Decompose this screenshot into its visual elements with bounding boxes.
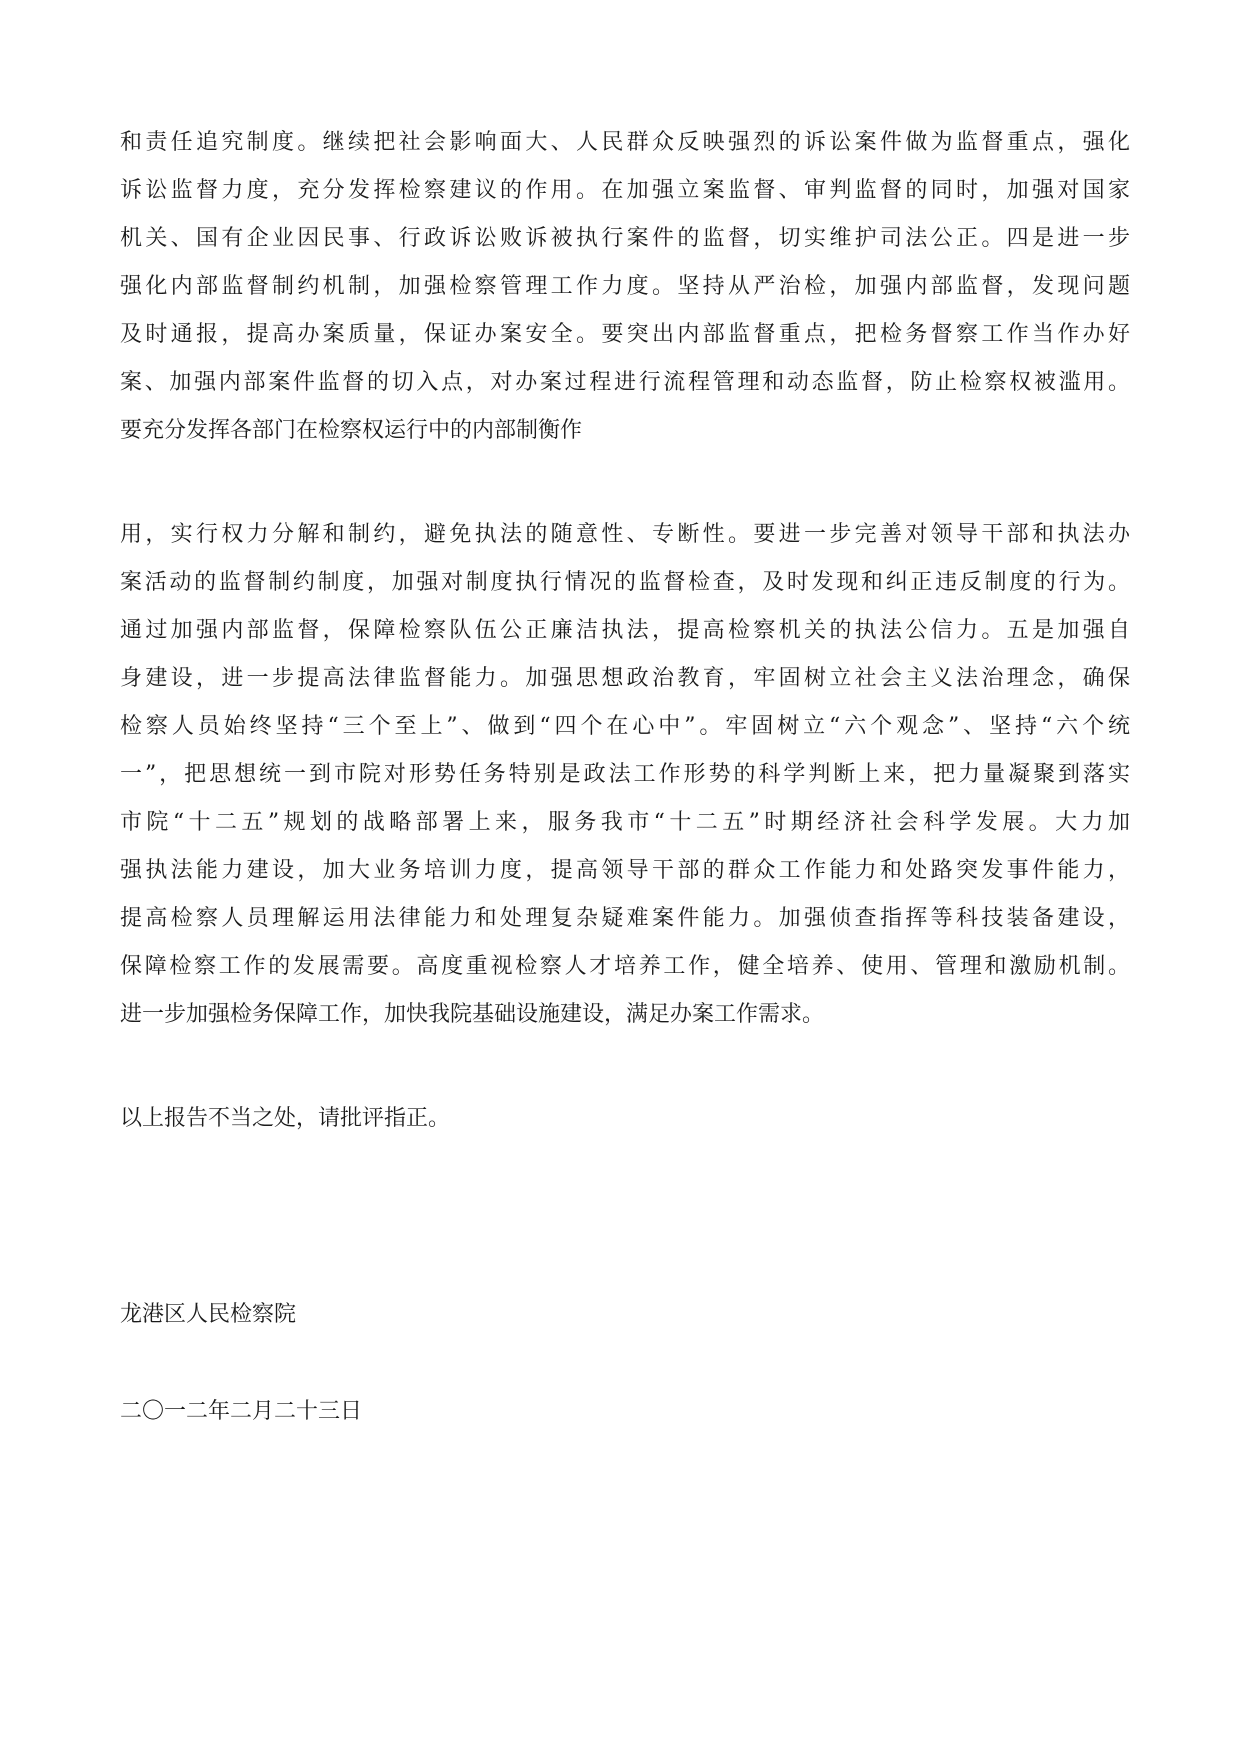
paragraph-1 [120, 119, 1130, 455]
paragraph-line: 和责任追究制度。继续把社会影响面大、人民群众反映强烈的诉讼案件做为监督重点，强化 [120, 130, 1130, 155]
paragraph-line: 一”，把思想统一到市院对形势任务特别是政法工作形势的科学判断上来，把力量凝聚到落实 [120, 762, 1130, 787]
paragraph-line: 诉讼监督力度，充分发挥检察建议的作用。在加强立案监督、审判监督的同时，加强对国家 [120, 178, 1130, 203]
paragraph-2 [120, 511, 1130, 1039]
paragraph-line: 案活动的监督制约制度，加强对制度执行情况的监督检查，及时发现和纠正违反制度的行为。 [120, 570, 1130, 595]
signature-date: 二〇一二年二月二十三日 [120, 1399, 363, 1424]
signature-organization: 龙港区人民检察院 [120, 1302, 297, 1327]
paragraph-line: 强化内部监督制约机制，加强检察管理工作力度。坚持从严治检，加强内部监督，发现问题 [120, 274, 1130, 299]
paragraph-line: 市院“十二五”规划的战略部署上来，服务我市“十二五”时期经济社会科学发展。大力加 [120, 810, 1130, 835]
paragraph-line: 进一步加强检务保障工作，加快我院基础设施建设，满足办案工作需求。 [120, 1002, 825, 1027]
paragraph-line: 保障检察工作的发展需要。高度重视检察人才培养工作，健全培养、使用、管理和激励机制。 [120, 954, 1130, 979]
paragraph-line: 用，实行权力分解和制约，避免执法的随意性、专断性。要进一步完善对领导干部和执法办 [120, 522, 1130, 547]
paragraph-line: 要充分发挥各部门在检察权运行中的内部制衡作 [120, 418, 583, 443]
paragraph-line: 强执法能力建设，加大业务培训力度，提高领导干部的群众工作能力和处路突发事件能力， [120, 858, 1130, 883]
paragraph-line: 检察人员始终坚持“三个至上”、做到“四个在心中”。牢固树立“六个观念”、坚持“六个统 [120, 714, 1130, 739]
paragraph-line: 身建设，进一步提高法律监督能力。加强思想政治教育，牢固树立社会主义法治理念，确保 [120, 666, 1130, 691]
paragraph-line: 通过加强内部监督，保障检察队伍公正廉洁执法，提高检察机关的执法公信力。五是加强自 [120, 618, 1130, 643]
paragraph-line: 机关、国有企业因民事、行政诉讼败诉被执行案件的监督，切实维护司法公正。四是进一步 [120, 226, 1130, 251]
paragraph-line: 及时通报，提高办案质量，保证办案安全。要突出内部监督重点，把检务督察工作当作办好 [120, 322, 1130, 347]
paragraph-line: 提高检察人员理解运用法律能力和处理复杂疑难案件能力。加强侦查指挥等科技装备建设， [120, 906, 1130, 931]
closing-line: 以上报告不当之处，请批评指正。 [120, 1106, 451, 1131]
paragraph-line: 案、加强内部案件监督的切入点，对办案过程进行流程管理和动态监督，防止检察权被滥用。 [120, 370, 1130, 395]
